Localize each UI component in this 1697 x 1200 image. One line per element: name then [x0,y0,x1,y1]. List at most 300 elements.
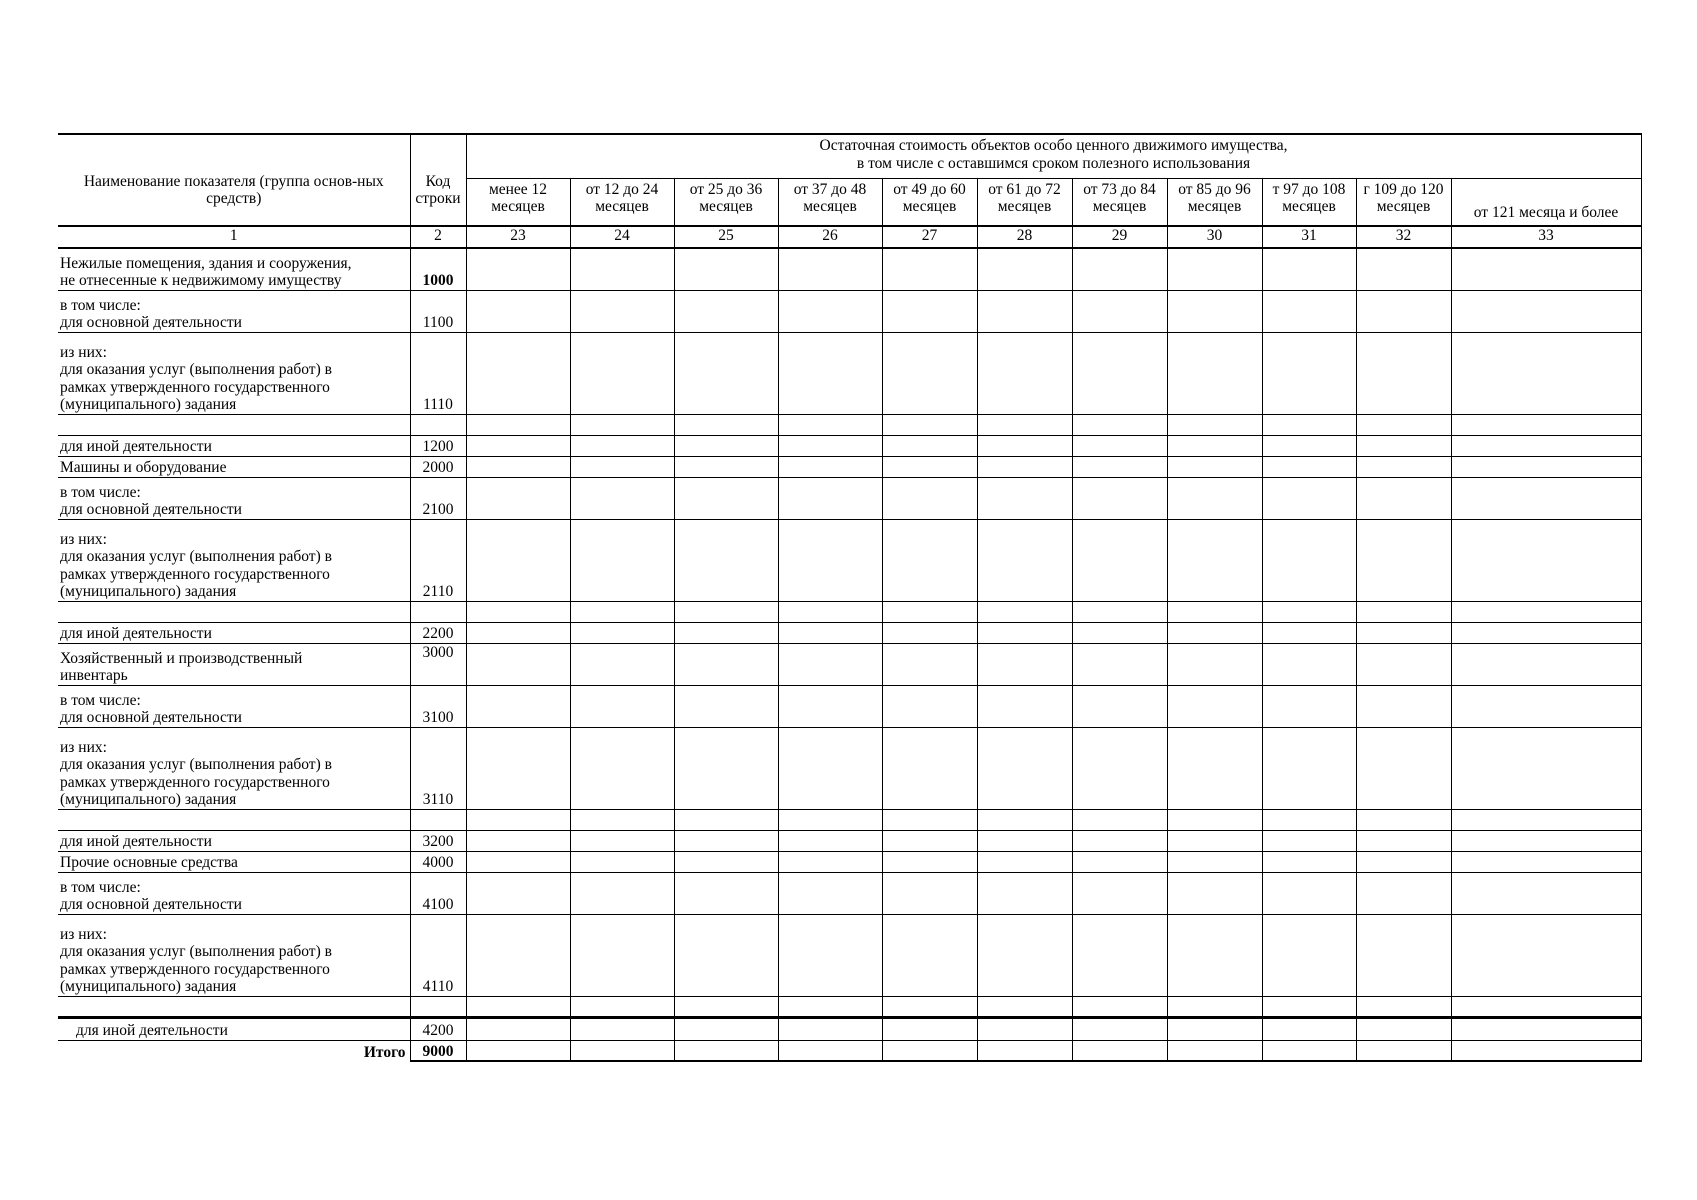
header-group-line-2: в том числе с оставшимся сроком полезного использования [856,154,1251,172]
indicator-name [58,872,410,914]
value-cell[interactable] [1356,290,1451,332]
value-cell[interactable] [466,851,570,872]
value-cell[interactable] [1262,872,1356,914]
table-row [58,643,1641,685]
value-cell[interactable] [1262,622,1356,643]
header-period-line: от 121 месяца и более [1473,203,1619,221]
value-cell[interactable] [977,809,1072,830]
value-cell[interactable] [882,477,977,519]
value-cell[interactable] [1072,685,1167,727]
value-cell[interactable] [1072,332,1167,414]
value-cell[interactable] [674,456,778,477]
value-cell[interactable] [977,1017,1072,1040]
value-cell[interactable] [778,435,882,456]
value-cell[interactable] [778,830,882,851]
value-cell[interactable] [977,414,1072,435]
value-cell[interactable] [1451,477,1641,519]
value-cell[interactable] [1356,435,1451,456]
value-cell[interactable] [1356,809,1451,830]
value-cell[interactable] [1072,519,1167,601]
value-cell[interactable] [882,1040,977,1061]
value-cell[interactable] [1072,435,1167,456]
value-cell[interactable] [1167,435,1262,456]
value-cell[interactable] [1262,727,1356,809]
value-cell[interactable] [570,1017,674,1040]
value-cell[interactable] [1451,1040,1641,1061]
value-cell[interactable] [1262,809,1356,830]
value-cell[interactable] [1451,809,1641,830]
value-cell[interactable] [674,290,778,332]
value-cell[interactable] [1451,414,1641,435]
value-cell[interactable] [1356,601,1451,622]
value-cell[interactable] [1451,830,1641,851]
value-cell[interactable] [1167,872,1262,914]
value-cell[interactable] [1451,996,1641,1017]
value-cell[interactable] [674,435,778,456]
indicator-name-line: (муниципального) задания [60,791,237,808]
indicator-name [58,477,410,519]
value-cell[interactable] [570,727,674,809]
indicator-name-line [60,812,408,830]
value-cell[interactable] [466,622,570,643]
value-cell[interactable] [1262,643,1356,685]
indicator-name [58,248,410,290]
indicator-name-line: для основной деятельности [60,501,242,518]
value-cell[interactable] [1262,914,1356,996]
line-code: 3110 [410,727,466,809]
line-code: 4000 [410,851,466,872]
value-cell[interactable] [1356,477,1451,519]
value-cell[interactable] [674,601,778,622]
value-cell[interactable] [1072,1017,1167,1040]
value-cell[interactable] [674,809,778,830]
indicator-name-line: для оказания услуг (выполнения работ) в [60,943,332,960]
indicator-name-line: в том числе: [60,296,141,314]
table-row [58,872,1641,914]
value-cell[interactable] [1072,456,1167,477]
value-cell[interactable] [882,622,977,643]
value-cell[interactable] [1262,290,1356,332]
value-cell[interactable] [674,727,778,809]
value-cell[interactable] [882,435,977,456]
value-cell[interactable] [674,851,778,872]
value-cell[interactable] [674,477,778,519]
value-cell[interactable] [1072,248,1167,290]
value-cell[interactable] [1072,601,1167,622]
value-cell[interactable] [466,332,570,414]
value-cell[interactable] [1167,456,1262,477]
header-period-line: месяцев [1282,198,1336,215]
value-cell[interactable] [882,727,977,809]
value-cell[interactable] [977,248,1072,290]
value-cell[interactable] [466,809,570,830]
value-cell[interactable] [1451,248,1641,290]
value-cell[interactable] [570,290,674,332]
indicator-name [58,914,410,996]
value-cell[interactable] [882,914,977,996]
value-cell[interactable] [1072,872,1167,914]
indicator-name [58,1040,410,1061]
value-cell[interactable] [1167,851,1262,872]
value-cell[interactable] [1451,872,1641,914]
header-period-column [977,178,1072,226]
value-cell[interactable] [1072,996,1167,1017]
value-cell[interactable] [1167,914,1262,996]
header-line-code: Код строки [410,134,466,226]
value-cell[interactable] [778,332,882,414]
value-cell[interactable] [570,996,674,1017]
header-period-column [570,178,674,226]
value-cell[interactable] [1167,601,1262,622]
indicator-name-line: инвентарь [60,667,128,684]
value-cell[interactable] [882,996,977,1017]
value-cell[interactable] [1167,1017,1262,1040]
value-cell[interactable] [778,809,882,830]
value-cell[interactable] [1262,477,1356,519]
value-cell[interactable] [882,685,977,727]
indicator-name [58,456,410,477]
value-cell[interactable] [570,248,674,290]
header-period-line: месяцев [699,198,753,215]
value-cell[interactable] [1451,456,1641,477]
value-cell[interactable] [1072,414,1167,435]
value-cell[interactable] [1167,996,1262,1017]
value-cell[interactable] [1167,332,1262,414]
indicator-name-line: в том числе: [60,483,141,501]
value-cell[interactable] [1072,643,1167,685]
value-cell[interactable] [570,851,674,872]
value-cell[interactable] [1356,996,1451,1017]
indicator-name-line: для основной деятельности [60,314,242,331]
value-cell[interactable] [1167,830,1262,851]
line-code: 3100 [410,685,466,727]
line-code: 3000 [410,643,466,685]
value-cell[interactable] [882,1017,977,1040]
value-cell[interactable] [674,519,778,601]
value-cell[interactable] [977,290,1072,332]
value-cell[interactable] [674,872,778,914]
indicator-name [58,622,410,643]
value-cell[interactable] [1167,414,1262,435]
value-cell[interactable] [1072,1040,1167,1061]
value-cell[interactable] [466,248,570,290]
value-cell[interactable] [1451,435,1641,456]
value-cell[interactable] [1072,830,1167,851]
value-cell[interactable] [1167,248,1262,290]
value-cell[interactable] [778,622,882,643]
value-cell[interactable] [977,477,1072,519]
indicator-name-line: Хозяйственный и производственный [60,649,303,667]
value-cell[interactable] [466,1040,570,1061]
value-cell[interactable] [674,685,778,727]
value-cell[interactable] [1167,519,1262,601]
value-cell[interactable] [778,914,882,996]
value-cell[interactable] [1262,519,1356,601]
header-period-line: от 37 до 48 [793,180,867,198]
value-cell[interactable] [466,290,570,332]
value-cell[interactable] [466,519,570,601]
value-cell[interactable] [1356,830,1451,851]
value-cell[interactable] [466,414,570,435]
indicator-name-line: (муниципального) задания [60,396,237,413]
value-cell[interactable] [977,1040,1072,1061]
value-cell[interactable] [882,851,977,872]
value-cell[interactable] [570,477,674,519]
value-cell[interactable] [977,435,1072,456]
value-cell[interactable] [674,1040,778,1061]
column-number: 23 [466,226,570,248]
table-row [58,601,1641,622]
value-cell[interactable] [977,332,1072,414]
value-cell[interactable] [1262,414,1356,435]
line-code [410,414,466,435]
value-cell[interactable] [570,414,674,435]
value-cell[interactable] [1262,601,1356,622]
value-cell[interactable] [570,809,674,830]
indicator-name-line: из них: [60,530,107,548]
value-cell[interactable] [778,1040,882,1061]
value-cell[interactable] [674,414,778,435]
value-cell[interactable] [977,914,1072,996]
value-cell[interactable] [1167,622,1262,643]
indicator-name-line: для основной деятельности [60,896,242,913]
value-cell[interactable] [674,996,778,1017]
indicator-name [58,809,410,830]
indicator-name-line: для оказания услуг (выполнения работ) в [60,361,332,378]
indicator-name [58,996,410,1017]
value-cell[interactable] [466,601,570,622]
value-cell[interactable] [674,248,778,290]
value-cell[interactable] [882,414,977,435]
value-cell[interactable] [1356,727,1451,809]
value-cell[interactable] [882,456,977,477]
value-cell[interactable] [882,830,977,851]
value-cell[interactable] [570,435,674,456]
value-cell[interactable] [1356,622,1451,643]
value-cell[interactable] [977,685,1072,727]
value-cell[interactable] [1451,290,1641,332]
value-cell[interactable] [1167,290,1262,332]
value-cell[interactable] [674,332,778,414]
header-period-line: месяцев [1187,198,1242,215]
line-code: 4110 [410,914,466,996]
value-cell[interactable] [778,456,882,477]
value-cell[interactable] [977,872,1072,914]
value-cell[interactable] [882,332,977,414]
value-cell[interactable] [1262,685,1356,727]
value-cell[interactable] [1356,643,1451,685]
value-cell[interactable] [466,914,570,996]
value-cell[interactable] [977,851,1072,872]
value-cell[interactable] [977,830,1072,851]
value-cell[interactable] [570,519,674,601]
value-cell[interactable] [778,519,882,601]
value-cell[interactable] [882,643,977,685]
value-cell[interactable] [570,643,674,685]
value-cell[interactable] [778,685,882,727]
indicator-name [58,435,410,456]
value-cell[interactable] [466,685,570,727]
value-cell[interactable] [1451,643,1641,685]
value-cell[interactable] [1356,519,1451,601]
table-row [58,830,1641,851]
value-cell[interactable] [1356,914,1451,996]
value-cell[interactable] [570,456,674,477]
value-cell[interactable] [778,1017,882,1040]
value-cell[interactable] [1072,477,1167,519]
value-cell[interactable] [1262,1040,1356,1061]
value-cell[interactable] [1262,332,1356,414]
value-cell[interactable] [1262,456,1356,477]
value-cell[interactable] [977,601,1072,622]
value-cell[interactable] [778,414,882,435]
value-cell[interactable] [1262,830,1356,851]
value-cell[interactable] [466,456,570,477]
table-row [58,1017,1641,1040]
value-cell[interactable] [977,643,1072,685]
value-cell[interactable] [1451,519,1641,601]
value-cell[interactable] [570,601,674,622]
header-period-column [674,178,778,226]
value-cell[interactable] [1262,996,1356,1017]
value-cell[interactable] [882,519,977,601]
table-row [58,435,1641,456]
indicator-name [58,830,410,851]
value-cell[interactable] [1356,456,1451,477]
value-cell[interactable] [882,248,977,290]
line-code: 2200 [410,622,466,643]
value-cell[interactable] [977,727,1072,809]
value-cell[interactable] [882,809,977,830]
value-cell[interactable] [674,622,778,643]
value-cell[interactable] [1356,248,1451,290]
value-cell[interactable] [1451,851,1641,872]
value-cell[interactable] [977,996,1072,1017]
value-cell[interactable] [778,851,882,872]
value-cell[interactable] [1262,851,1356,872]
header-indicator-name: Наименование показателя (группа основ-ных средств) [58,134,410,226]
value-cell[interactable] [570,830,674,851]
value-cell[interactable] [1356,1017,1451,1040]
value-cell[interactable] [1451,601,1641,622]
value-cell[interactable] [466,830,570,851]
value-cell[interactable] [1451,914,1641,996]
value-cell[interactable] [1356,851,1451,872]
value-cell[interactable] [466,435,570,456]
total-row [58,1040,1641,1061]
value-cell[interactable] [674,1017,778,1040]
value-cell[interactable] [977,456,1072,477]
value-cell[interactable] [1356,1040,1451,1061]
column-number: 32 [1356,226,1451,248]
value-cell[interactable] [466,996,570,1017]
value-cell[interactable] [570,622,674,643]
value-cell[interactable] [1451,1017,1641,1040]
value-cell[interactable] [1356,414,1451,435]
value-cell[interactable] [1262,435,1356,456]
value-cell[interactable] [977,622,1072,643]
value-cell[interactable] [778,248,882,290]
value-cell[interactable] [674,643,778,685]
column-number: 28 [977,226,1072,248]
indicator-name-line: не отнесенные к недвижимому имуществу [60,272,342,289]
value-cell[interactable] [882,872,977,914]
value-cell[interactable] [1072,851,1167,872]
value-cell[interactable] [778,477,882,519]
value-cell[interactable] [674,914,778,996]
value-cell[interactable] [1356,872,1451,914]
value-cell[interactable] [1072,290,1167,332]
value-cell[interactable] [1356,685,1451,727]
value-cell[interactable] [466,872,570,914]
indicator-name [58,414,410,435]
header-period-line: менее 12 [488,180,548,198]
value-cell[interactable] [570,1040,674,1061]
indicator-name-line: для оказания услуг (выполнения работ) в [60,756,332,773]
table-row [58,727,1641,809]
value-cell[interactable] [570,914,674,996]
value-cell[interactable] [778,996,882,1017]
value-cell[interactable] [882,290,977,332]
header-period-column [1262,178,1356,226]
value-cell[interactable] [466,477,570,519]
value-cell[interactable] [778,601,882,622]
value-cell[interactable] [570,332,674,414]
table-row [58,290,1641,332]
value-cell[interactable] [1262,248,1356,290]
report-form [58,133,1638,1062]
table-row [58,996,1641,1017]
value-cell[interactable] [570,872,674,914]
header-period-line: месяцев [997,198,1052,215]
value-cell[interactable] [1072,809,1167,830]
value-cell[interactable] [466,727,570,809]
value-cell[interactable] [570,685,674,727]
value-cell[interactable] [1072,727,1167,809]
value-cell[interactable] [466,643,570,685]
value-cell[interactable] [1167,685,1262,727]
value-cell[interactable] [977,519,1072,601]
table-row [58,851,1641,872]
value-cell[interactable] [882,601,977,622]
value-cell[interactable] [1451,727,1641,809]
indicator-name-line: для основной деятельности [60,709,242,726]
value-cell[interactable] [1167,727,1262,809]
value-cell[interactable] [1451,685,1641,727]
header-group-line-1: Остаточная стоимость объектов особо ценного движимого имущества, [819,137,1288,154]
value-cell[interactable] [1451,622,1641,643]
value-cell[interactable] [1356,332,1451,414]
value-cell[interactable] [1072,914,1167,996]
line-code: 2100 [410,477,466,519]
value-cell[interactable] [674,830,778,851]
value-cell[interactable] [1072,622,1167,643]
value-cell[interactable] [778,727,882,809]
value-cell[interactable] [1451,332,1641,414]
value-cell[interactable] [778,872,882,914]
value-cell[interactable] [1167,643,1262,685]
column-number: 33 [1451,226,1641,248]
value-cell[interactable] [778,290,882,332]
value-cell[interactable] [778,643,882,685]
value-cell[interactable] [1167,477,1262,519]
value-cell[interactable] [1167,1040,1262,1061]
line-code [410,809,466,830]
value-cell[interactable] [1262,1017,1356,1040]
table-row [58,519,1641,601]
value-cell[interactable] [1167,809,1262,830]
value-cell[interactable] [466,1017,570,1040]
